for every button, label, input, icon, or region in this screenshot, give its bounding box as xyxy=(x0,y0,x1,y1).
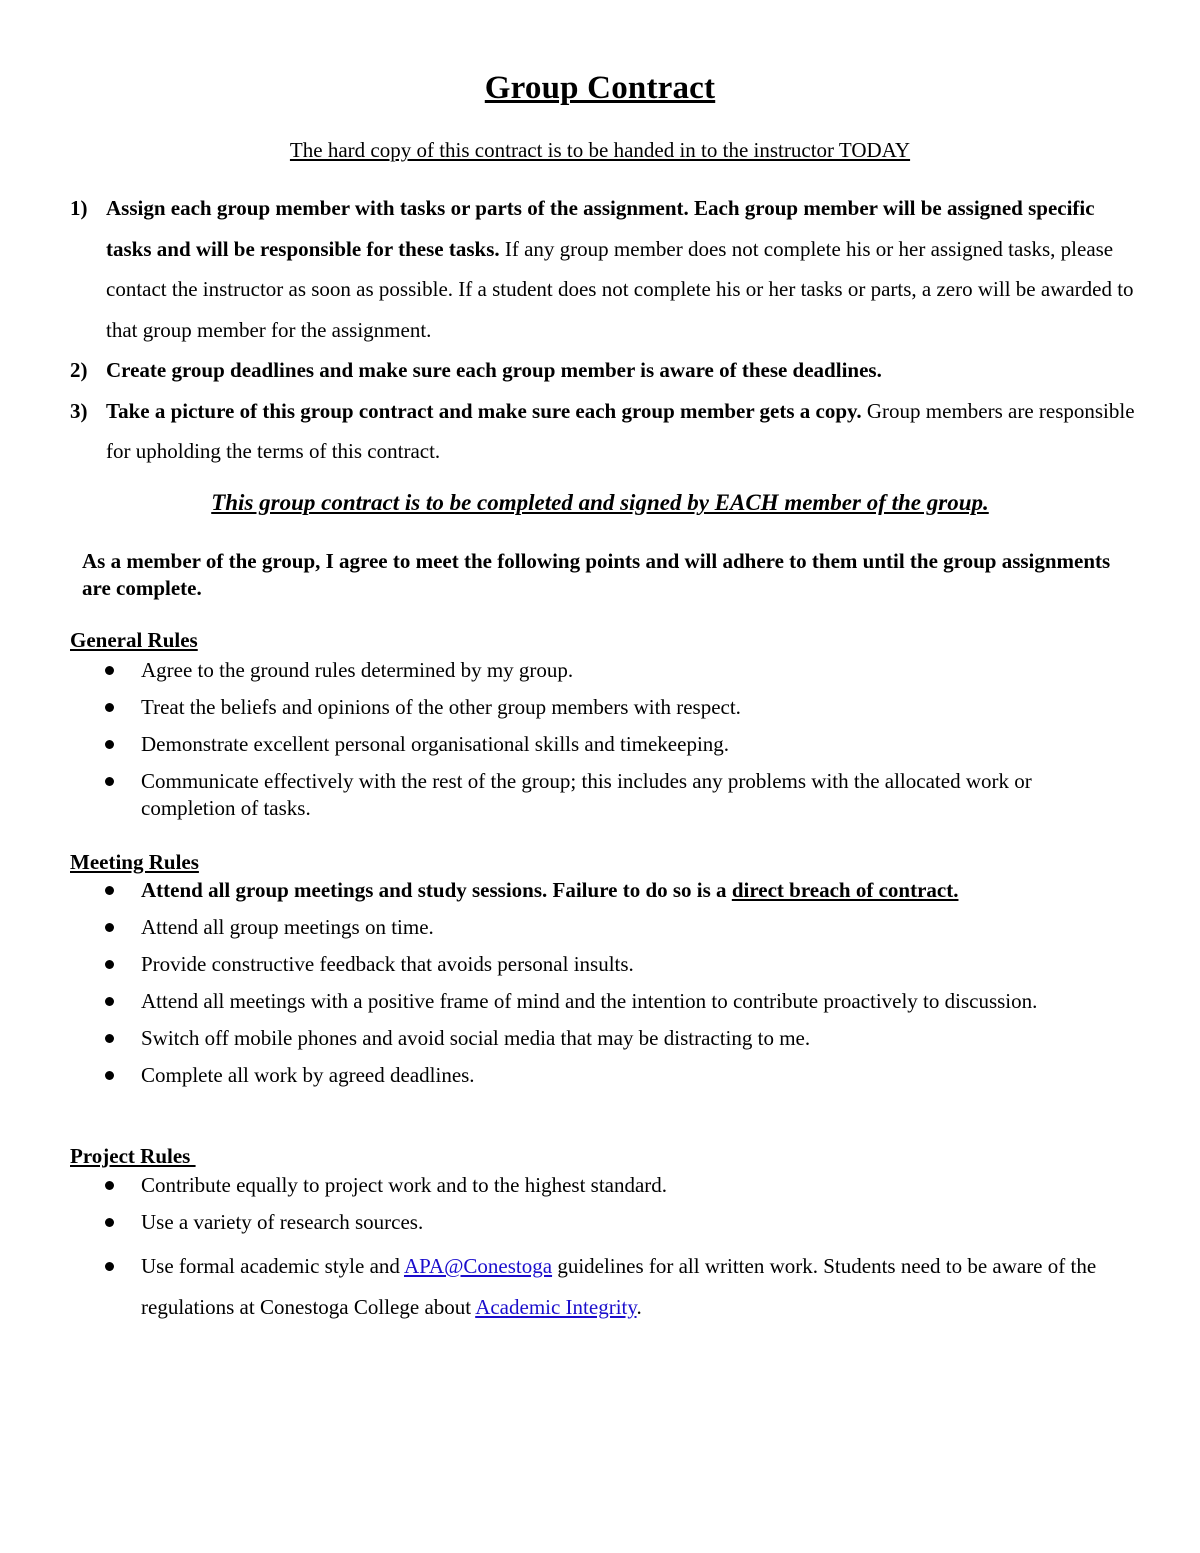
bullet-icon xyxy=(105,1262,114,1271)
list-item-text: Use a variety of research sources. xyxy=(141,1210,424,1234)
bullet-icon xyxy=(105,740,114,749)
list-item xyxy=(70,768,1130,822)
numbered-item-3 xyxy=(70,391,1140,472)
bullet-icon xyxy=(105,1181,114,1190)
list-item-text: Provide constructive feedback that avoids personal insults. xyxy=(141,952,634,976)
list-item-text: Contribute equally to project work and to the highest standard. xyxy=(141,1173,668,1197)
list-item xyxy=(70,877,1130,904)
bullet-icon xyxy=(105,777,114,786)
list-item-text: Switch off mobile phones and avoid social media that may be distracting to me. xyxy=(141,1026,811,1050)
list-item xyxy=(70,988,1130,1015)
list-item-text: guidelines for all written work. Students need to be aware of the regulations at Conestoga College about xyxy=(141,1254,1097,1319)
general-rules-heading: General Rules xyxy=(70,628,198,652)
agreement-statement: As a member of the group, I agree to meet the following points and will adhere to them until the group assignments are complete. xyxy=(82,549,1111,600)
list-item-text: Agree to the ground rules determined by my group. xyxy=(141,658,574,682)
breach-of-contract-text: direct breach of contract. xyxy=(731,878,959,902)
project-rules-heading: Project Rules xyxy=(70,1144,196,1168)
bullet-icon xyxy=(105,960,114,969)
subtitle: The hard copy of this contract is to be handed in to the instructor TODAY xyxy=(289,138,911,162)
bullet-icon xyxy=(105,923,114,932)
academic-integrity-link[interactable]: Academic Integrity xyxy=(475,1295,637,1319)
item-text: If any group member does not complete his or her assigned tasks, please contact the instructor as soon as possible. If a student does not complete his or her tasks or parts, a zero will be awarded to that group member for the assignment. xyxy=(106,236,1134,342)
item-bold-text: Assign each group member with tasks or parts of the assignment. Each group member will be assigned specific tasks and will be responsible for these tasks. xyxy=(106,196,1095,261)
list-item xyxy=(70,1246,1130,1328)
meeting-rules-heading: Meeting Rules xyxy=(70,850,199,874)
list-item-text: Complete all work by agreed deadlines. xyxy=(141,1063,475,1087)
general-rules-list xyxy=(70,657,1130,832)
item-bold-text: Create group deadlines and make sure each group member is aware of these deadlines. xyxy=(106,358,882,382)
list-item xyxy=(70,1172,1130,1199)
list-item-text: Communicate effectively with the rest of the group; this includes any problems with the allocated work or completion of tasks. xyxy=(141,769,1032,820)
item-number: 2) xyxy=(70,358,88,382)
bullet-icon xyxy=(105,1071,114,1080)
bullet-icon xyxy=(105,1218,114,1227)
item-number: 3) xyxy=(70,398,88,423)
list-item-text: Attend all meetings with a positive frame of mind and the intention to contribute proactively to discussion. xyxy=(141,989,1038,1013)
list-item-text: Treat the beliefs and opinions of the other group members with respect. xyxy=(141,695,741,719)
item-text: Group members are responsible for upholding the terms of this contract. xyxy=(106,398,1135,463)
list-item xyxy=(70,694,1130,721)
list-item xyxy=(70,951,1130,978)
numbered-item-1 xyxy=(70,188,1140,350)
numbered-instructions xyxy=(70,188,1140,472)
list-item xyxy=(70,1209,1130,1236)
item-bold-text: Take a picture of this group contract and make sure each group member gets a copy. xyxy=(106,398,862,423)
meeting-rules-list xyxy=(70,877,1130,1099)
list-item xyxy=(70,914,1130,941)
list-item xyxy=(70,731,1130,758)
list-item xyxy=(70,657,1130,684)
list-item xyxy=(70,1062,1130,1089)
list-item-text: Use formal academic style and xyxy=(141,1254,404,1278)
bullet-icon xyxy=(105,703,114,712)
bullet-icon xyxy=(105,997,114,1006)
list-item xyxy=(70,1025,1130,1052)
signing-notice: This group contract is to be completed and signed by EACH member of the group. xyxy=(211,490,989,515)
numbered-item-2 xyxy=(70,350,1140,391)
list-item-text: Attend all group meetings on time. xyxy=(141,915,434,939)
bullet-icon xyxy=(105,886,114,895)
bullet-icon xyxy=(105,666,114,675)
list-item-bold-text: Attend all group meetings and study sessions. Failure to do so is a xyxy=(141,878,732,902)
bullet-icon xyxy=(105,1034,114,1043)
list-item-text: . xyxy=(636,1295,642,1319)
item-number: 1) xyxy=(70,196,88,220)
project-rules-list xyxy=(70,1172,1130,1338)
page-title: Group Contract xyxy=(484,70,716,106)
list-item-text: Demonstrate excellent personal organisational skills and timekeeping. xyxy=(141,732,730,756)
apa-conestoga-link[interactable]: APA@Conestoga xyxy=(403,1254,553,1278)
